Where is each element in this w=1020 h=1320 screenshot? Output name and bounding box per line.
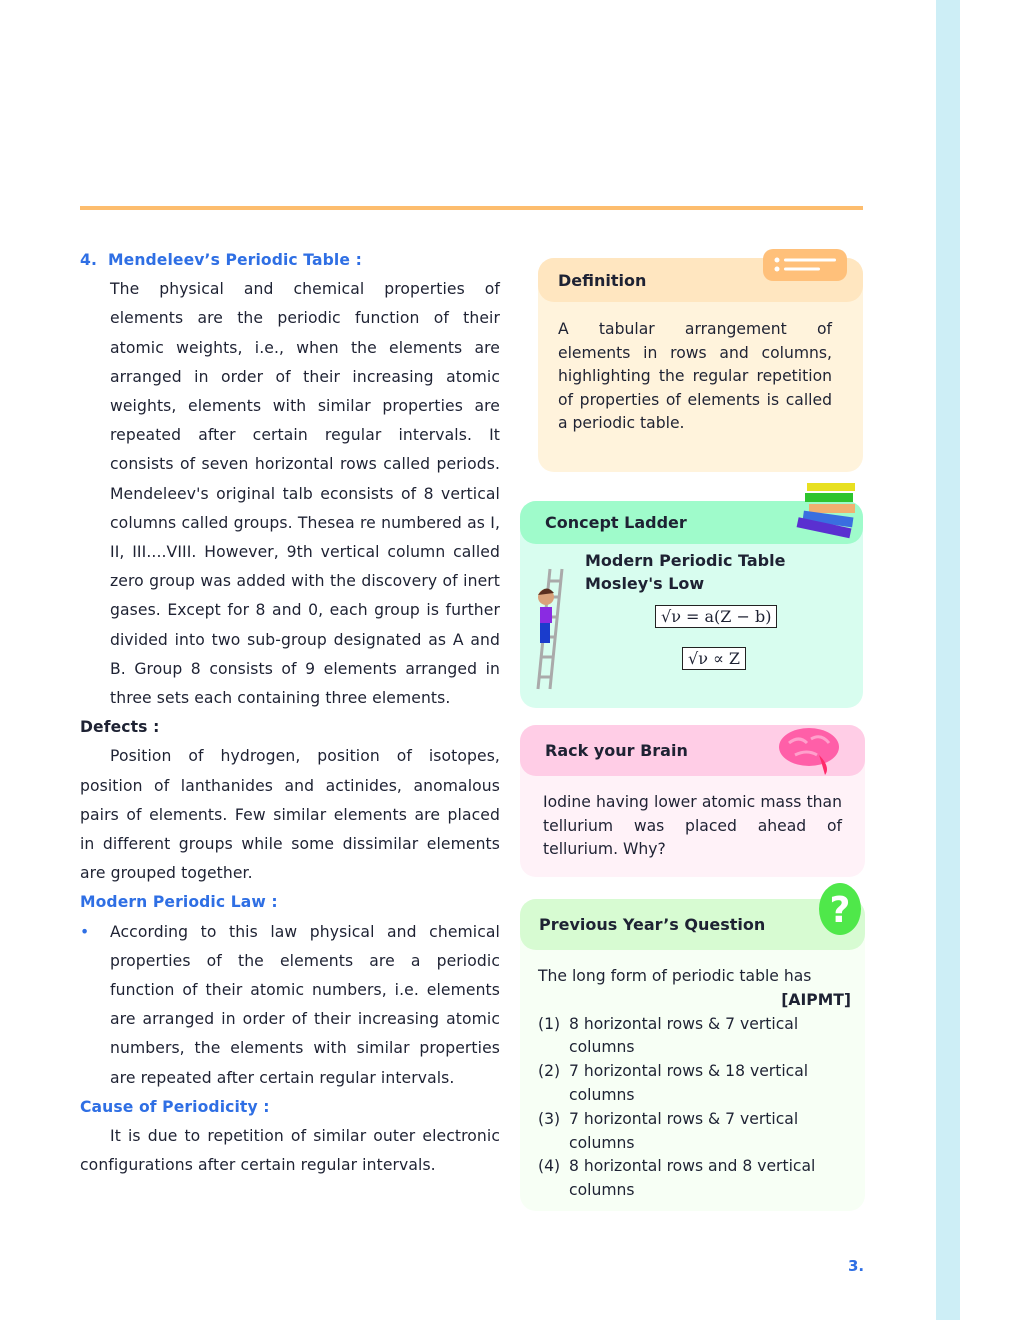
section-title: Mendeleev’s Periodic Table : <box>108 251 362 269</box>
concept-ladder-content <box>585 549 785 595</box>
pyq-question: The long form of periodic table has <box>538 967 812 985</box>
list-tag-icon <box>763 249 847 281</box>
concept-line-1: Modern Periodic Table <box>585 551 786 570</box>
definition-box <box>538 258 863 472</box>
question-mark-icon <box>818 882 862 936</box>
header-rule <box>80 206 863 210</box>
modern-law-bullet <box>80 918 500 1093</box>
option-number: (1) <box>538 1014 561 1033</box>
page-edge-strip <box>936 0 960 1320</box>
ladder-climber-illustration <box>532 567 572 691</box>
answer-option <box>538 1155 851 1203</box>
definition-title: Definition <box>558 270 647 290</box>
section-number: 4. <box>80 251 97 269</box>
option-number: (3) <box>538 1109 561 1128</box>
defects-heading: Defects : <box>80 718 160 737</box>
option-text: 8 horizontal rows and 8 vertical columns <box>569 1157 816 1200</box>
mendeleev-paragraph: The physical and chemical properties of elements are the periodic function of their atomic weights, i.e., when the elements are arranged in order of their increasing atomic weights, elements with similar properties are repeated after certain regular intervals. It consists of seven horizontal rows called periods. Mendeleev's original talb econsists of 8 vertical columns called groups. Thesea re numbered as I, II, III....VIII. However, 9th vertical column called zero group was added with the discovery of inert gases. Except for 8 and 0, each group is further divided into two sub-group designated as A and B. Group 8 consists of 9 elements arranged in three sets each containing three elements. <box>110 280 500 708</box>
previous-year-question-box <box>520 890 865 1211</box>
rack-brain-title: Rack your Brain <box>545 741 688 760</box>
definition-text: A tabular arrangement of elements in rows and columns, highlighting the regular repetition of properties of elements is called a periodic table. <box>558 320 832 432</box>
rack-your-brain-box <box>520 725 865 877</box>
formula-mosley: √ν = a(Z − b) <box>655 605 777 628</box>
option-text: 7 horizontal rows & 18 vertical columns <box>569 1062 809 1104</box>
option-text: 7 horizontal rows & 7 vertical columns <box>569 1109 799 1152</box>
concept-ladder-box <box>520 501 863 708</box>
modern-law-heading: Modern Periodic Law : <box>80 893 278 912</box>
defects-paragraph: Position of hydrogen, position of isotopes, position of lanthanides and actinides, anomalous pairs of elements. Few similar elements are placed in different groups while some dissimilar elements are grouped together. <box>80 747 500 883</box>
pyq-title: Previous Year’s Question <box>539 915 766 934</box>
section-heading <box>80 246 500 275</box>
pyq-header <box>520 890 865 950</box>
main-column <box>80 246 500 1181</box>
page-number: 3. <box>848 1257 865 1275</box>
option-number: (2) <box>538 1062 561 1081</box>
rack-brain-header <box>520 725 865 776</box>
pyq-source: [AIPMT] <box>781 990 851 1009</box>
modern-law-text: According to this law physical and chemical properties of the elements are a periodic function of their atomic numbers, i.e. elements are arranged in order of their increasing atomic numbers, the elements with similar properties are repeated after certain regular intervals. <box>110 922 500 1087</box>
answer-option <box>538 1108 851 1156</box>
books-icon <box>795 481 859 543</box>
concept-ladder-title: Concept Ladder <box>545 513 687 532</box>
rack-brain-question: Iodine having lower atomic mass than tellurium was placed ahead of tellurium. Why? <box>543 793 842 858</box>
bullet-icon: • <box>80 922 90 941</box>
concept-line-2: Mosley's Low <box>585 574 705 593</box>
concept-ladder-header <box>520 501 863 544</box>
answer-option <box>538 1060 851 1108</box>
option-text: 8 horizontal rows & 7 vertical columns <box>569 1014 799 1057</box>
formula-proportional: √ν ∝ Z <box>682 647 746 670</box>
cause-heading: Cause of Periodicity : <box>80 1097 270 1116</box>
answer-option <box>538 1013 851 1061</box>
option-number: (4) <box>538 1157 561 1176</box>
pyq-body <box>520 950 865 1203</box>
cause-paragraph: It is due to repetition of similar outer electronic configurations after certain regular intervals. <box>80 1127 500 1175</box>
definition-header <box>538 258 863 302</box>
brain-icon <box>777 725 843 779</box>
svg-text:?: ? <box>829 890 851 931</box>
